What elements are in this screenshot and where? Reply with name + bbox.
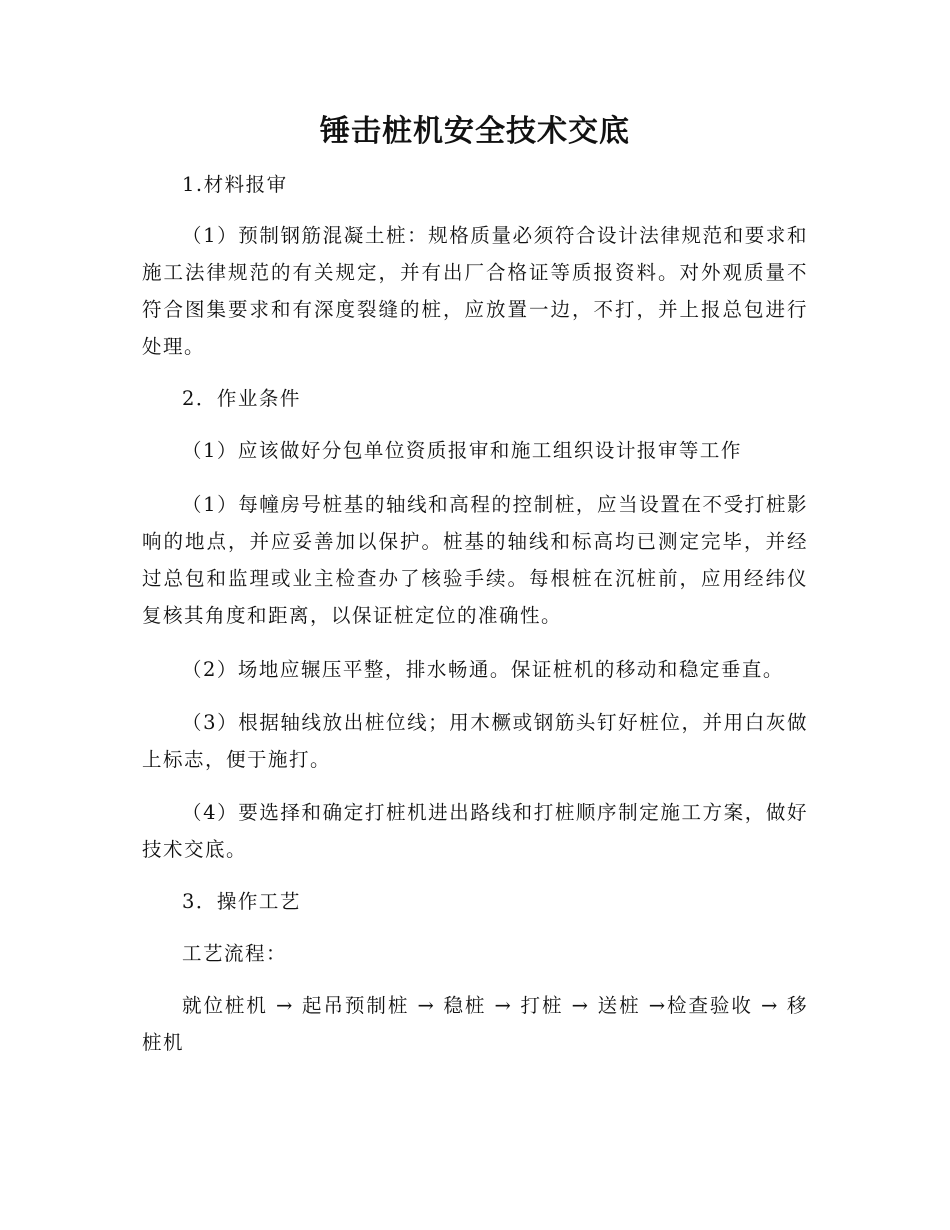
paragraph-site-leveling: （2）场地应辗压平整，排水畅通。保证桩机的移动和稳定垂直。 (182, 658, 784, 681)
document-title: 锤击桩机安全技术交底 (320, 114, 630, 149)
section-heading-materials: 1.材料报审 (182, 173, 288, 196)
section-heading-work-conditions: 2．作业条件 (182, 387, 301, 410)
paragraph-process-label: 工艺流程： (182, 942, 288, 965)
paragraph-control-piles: （1）每幢房号桩基的轴线和高程的控制桩，应当设置在不受打桩影响的地点，并应妥善加以保护。桩基的轴线和标高均已测定完毕，并经过总包和监理或业主检查办了核验手续。每根桩在沉桩前，应用经纬仪复核其角度和距离，以保证桩定位的准确性。 (142, 493, 808, 627)
paragraph-qualification-review: （1）应该做好分包单位资质报审和施工组织设计报审等工作 (182, 439, 742, 462)
paragraph-pile-layout: （3）根据轴线放出桩位线；用木橛或钢筋头钉好桩位，并用白灰做上标志，便于施打。 (142, 711, 808, 771)
paragraph-process-flow: 就位桩机 → 起吊预制桩 → 稳桩 → 打桩 → 送桩 →检查验收 → 移桩机 (142, 994, 808, 1054)
paragraph-precast-pile: （1）预制钢筋混凝土桩：规格质量必须符合设计法律规范和要求和施工法律规范的有关规定，并有出厂合格证等质报资料。对外观质量不符合图集要求和有深度裂缝的桩，应放置一边，不打，并上报总包进行处理。 (142, 224, 808, 358)
section-heading-operation: 3．操作工艺 (182, 890, 301, 913)
paragraph-construction-plan: （4）要选择和确定打桩机进出路线和打桩顺序制定施工方案，做好技术交底。 (142, 801, 808, 861)
